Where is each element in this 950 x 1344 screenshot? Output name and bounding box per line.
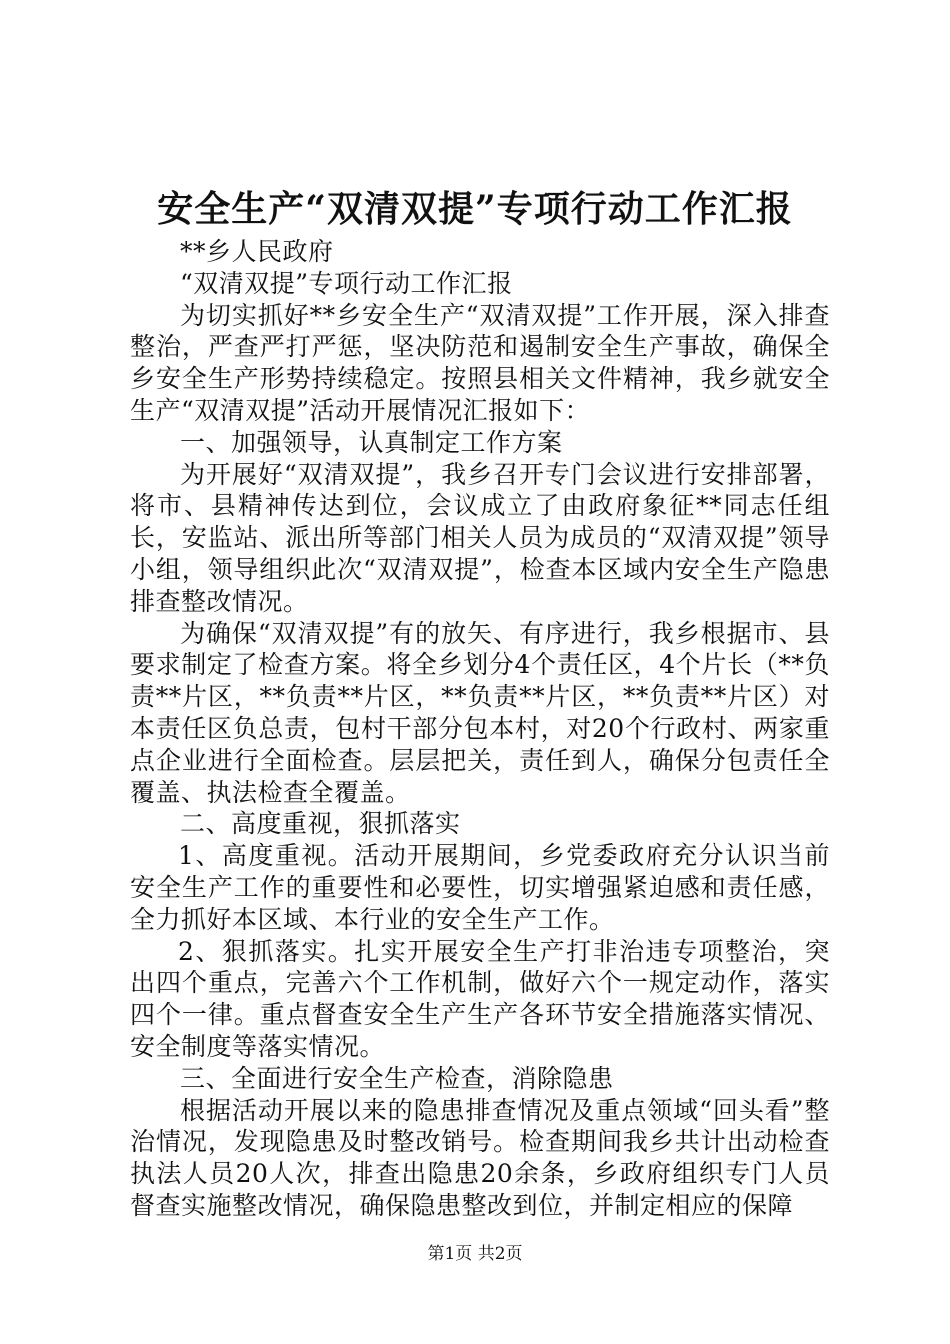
paragraph-section-1b: 为确保“双清双提”有的放矢、有序进行，我乡根据市、县要求制定了检查方案。将全乡划分4个责任区，4个片长（**负责**片区，**负责**片区，**负责**片区，**负责**片区）对本责任区负总责，包村干部分包本村，对20个行政村、两家重点企业进行全面检查。层层把关，责任到人，确保分包责任全覆盖、执法检查全覆盖。	[130, 618, 830, 807]
paragraph-intro: 为切实抓好**乡安全生产“双清双提”工作开展，深入排查整治，严查严打严惩，坚决防范和遏制安全生产事故，确保全乡安全生产形势持续稳定。按照县相关文件精神，我乡就安全生产“双清双提”活动开展情况汇报如下：	[130, 300, 830, 425]
paragraph-issuer: **乡人民政府	[180, 237, 334, 266]
paragraph-section-2a: 1、高度重视。活动开展期间，乡党委政府充分认识当前安全生产工作的重要性和必要性，切实增强紧迫感和责任感，全力抓好本区域、本行业的安全生产工作。	[130, 841, 830, 934]
document-title: 安全生产“双清双提”专项行动工作汇报	[157, 188, 793, 230]
section-heading-2: 二、高度重视，狠抓落实	[180, 809, 461, 839]
paragraph-subtitle: “双清双提”专项行动工作汇报	[180, 268, 513, 298]
paragraph-section-1a: 为开展好“双清双提”，我乡召开专门会议进行安排部署，将市、县精神传达到位，会议成立了由政府象征**同志任组长，安监站、派出所等部门相关人员为成员的“双清双提”领导小组，领导组织此次“双清双提”，检查本区域内安全生产隐患排查整改情况。	[130, 459, 830, 616]
page-number-footer: 第1页 共2页	[427, 1244, 523, 1264]
section-heading-3: 三、全面进行安全生产检查，消除隐患	[180, 1063, 614, 1093]
document-body	[130, 236, 830, 1222]
paragraph-section-2b: 2、狠抓落实。扎实开展安全生产打非治违专项整治，突出四个重点，完善六个工作机制，做好六个一规定动作，落实四个一律。重点督查安全生产生产各环节安全措施落实情况、安全制度等落实情况。	[130, 936, 830, 1061]
paragraph-section-3: 根据活动开展以来的隐患排查情况及重点领域“回头看”整治情况，发现隐患及时整改销号。检查期间我乡共计出动检查执法人员20人次，排查出隐患20余条，乡政府组织专门人员督查实施整改情况，确保隐患整改到位，并制定相应的保障	[130, 1095, 830, 1220]
section-heading-1: 一、加强领导，认真制定工作方案	[180, 427, 563, 457]
